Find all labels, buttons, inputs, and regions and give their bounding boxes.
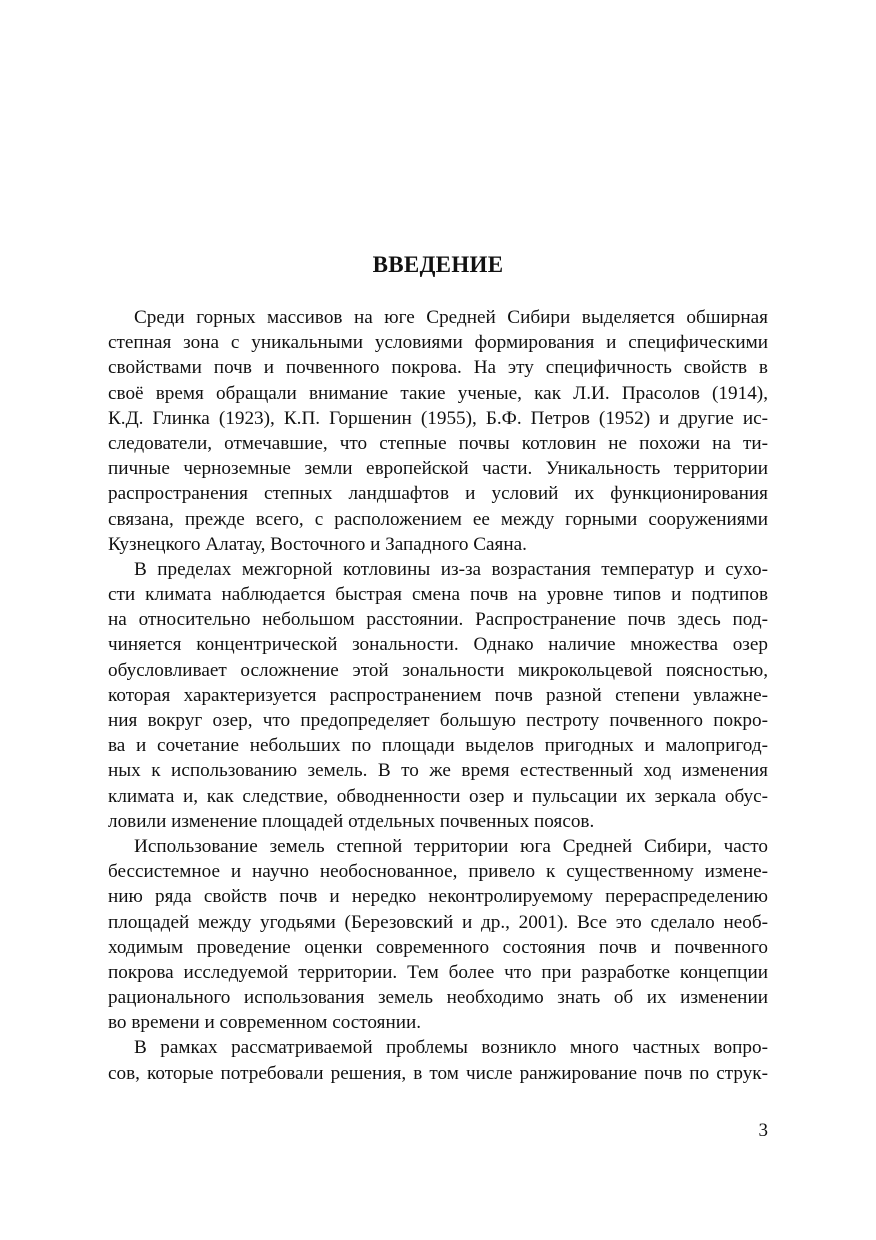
text-line: чиняется концентрической зональности. Однако наличие множества озер xyxy=(108,634,768,656)
body-text xyxy=(108,305,768,1086)
text-line: которая характеризуется распространением почв разной степени увлажне- xyxy=(108,684,768,706)
text-line: Кузнецкого Алатау, Восточного и Западного Саяна. xyxy=(108,533,527,555)
text-line: ния вокруг озер, что предопределяет большую пестроту почвенного покро- xyxy=(108,710,768,731)
paragraph xyxy=(108,557,768,834)
paragraph xyxy=(108,305,768,557)
text-line: Среди горных массивов на юге Средней Сибири выделяется обширная xyxy=(134,307,768,328)
text-line: К.Д. Глинка (1923), К.П. Горшенин (1955), Б.Ф. Петров (1952) и другие ис- xyxy=(108,407,768,429)
text-line: площадей между угодьями (Березовский и др., 2001). Все это сделало необ- xyxy=(108,911,768,933)
text-line: ва и сочетание небольших по площади выделов пригодных и малопригод- xyxy=(108,735,768,757)
paragraph xyxy=(108,834,768,1036)
text-line: рационального использования земель необходимо знать об их изменении xyxy=(108,987,768,1009)
text-line: распространения степных ландшафтов и условий их функционирования xyxy=(108,483,768,505)
page-number: 3 xyxy=(758,1120,768,1141)
text-line: бессистемное и научно необоснованное, привело к существенному измене- xyxy=(108,861,768,883)
paragraph xyxy=(108,1035,768,1085)
text-line: связана, прежде всего, с расположением ее между горными сооружениями xyxy=(108,508,768,530)
text-line: нию ряда свойств почв и нередко неконтролируемому перераспределению xyxy=(108,886,768,908)
text-line: обусловливает осложнение этой зональности микрокольцевой поясностью, xyxy=(108,659,768,681)
text-line: пичные черноземные земли европейской части. Уникальность территории xyxy=(108,458,768,480)
text-line: степная зона с уникальными условиями формирования и специфическими xyxy=(108,332,768,354)
text-line: В рамках рассматриваемой проблемы возникло много частных вопро- xyxy=(134,1037,768,1059)
text-line: на относительно небольшом расстоянии. Распространение почв здесь под- xyxy=(108,609,768,631)
text-line: ходимым проведение оценки современного состояния почв и почвенного xyxy=(108,936,768,958)
text-line: сти климата наблюдается быстрая смена почв на уровне типов и подтипов xyxy=(108,584,768,606)
text-line: сов, которые потребовали решения, в том числе ранжирование почв по струк- xyxy=(108,1062,768,1084)
text-line: во времени и современном состоянии. xyxy=(108,1012,422,1034)
text-line: покрова исследуемой территории. Тем более что при разработке концепции xyxy=(108,961,768,983)
text-line: следователи, отмечавшие, что степные почвы котловин не похожи на ти- xyxy=(108,432,768,454)
text-line: свойствами почв и почвенного покрова. На эту специфичность свойств в xyxy=(108,357,768,379)
text-line: В пределах межгорной котловины из-за возрастания температур и сухо- xyxy=(134,558,768,580)
text-line: своё время обращали внимание такие ученые, как Л.И. Прасолов (1914), xyxy=(108,382,768,404)
text-line: климата и, как следствие, обводненности озер и пульсации их зеркала обус- xyxy=(108,785,768,807)
text-line: ловили изменение площадей отдельных почвенных поясов. xyxy=(108,810,595,832)
text-line: Использование земель степной территории юга Средней Сибири, часто xyxy=(134,835,768,857)
text-line: ных к использованию земель. В то же время естественный ход изменения xyxy=(108,760,768,782)
page-heading: ВВЕДЕНИЕ xyxy=(372,252,504,277)
